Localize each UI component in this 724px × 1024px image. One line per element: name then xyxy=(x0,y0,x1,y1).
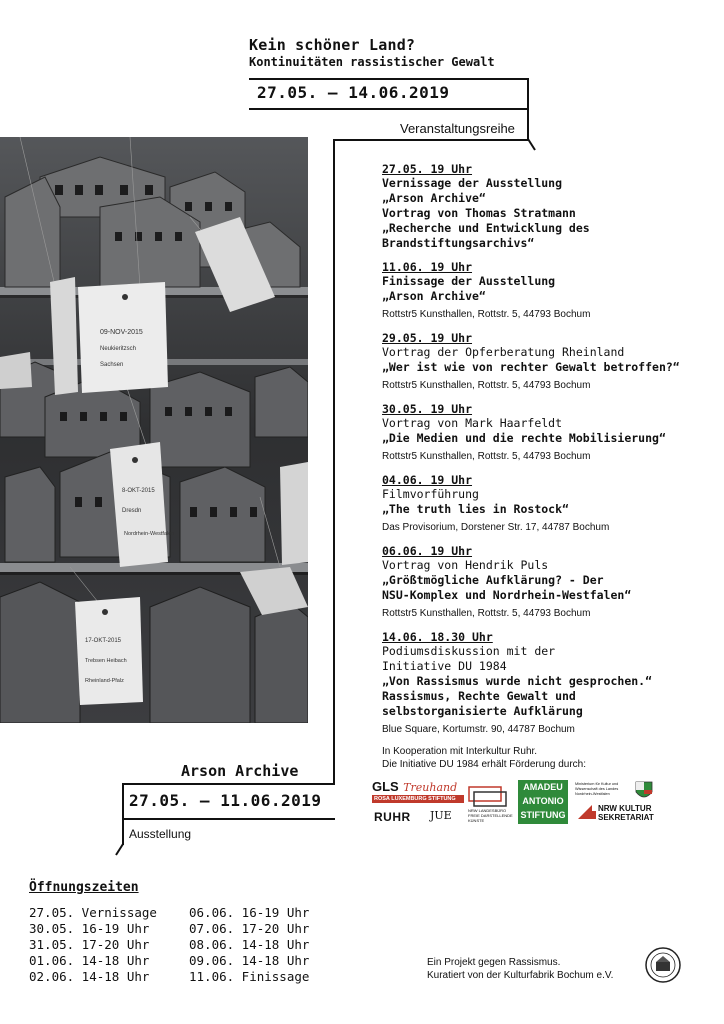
frame-line-series-horizontal xyxy=(335,139,529,141)
event-venue: Rottstr5 Kunsthallen, Rottstr. 5, 44793 Bochum xyxy=(382,380,591,391)
event-text-line: Filmvorführung xyxy=(382,487,479,501)
nrw-landesbuero-mark xyxy=(468,786,508,808)
photo-tag-date-3: 17-OKT-2015 xyxy=(85,638,122,644)
event-text-line: Vortrag von Thomas Stratmann xyxy=(382,206,576,220)
jue-logo: JUE xyxy=(430,809,452,822)
event-item xyxy=(382,331,712,393)
opening-hours-row xyxy=(29,953,309,969)
event-venue: Blue Square, Kortumstr. 90, 44787 Bochum xyxy=(382,724,575,735)
event-text-line: „Arson Archive“ xyxy=(382,191,486,205)
event-text-line: Vortrag der Opferberatung Rheinland xyxy=(382,345,625,359)
cooperation-line-1: In Kooperation mit Interkultur Ruhr. xyxy=(382,746,538,757)
amadeu-line-1: AMADEU xyxy=(523,782,563,792)
footer-note xyxy=(427,956,613,982)
event-text-line: „Größtmögliche Aufklärung? - Der xyxy=(382,573,604,587)
event-text-line: selbstorganisierte Aufklärung xyxy=(382,704,583,718)
opening-hours-table xyxy=(29,905,309,985)
photo-tag-state-2: Nordrhein-Westfalen xyxy=(124,531,175,537)
event-text-line: Initiative DU 1984 xyxy=(382,659,507,673)
photo-tag-date-1: 09-NOV-2015 xyxy=(100,329,143,336)
footer-line-2: Kuratiert von der Kulturfabrik Bochum e.V. xyxy=(427,970,614,981)
event-item xyxy=(382,260,712,322)
event-text-line: Finissage der Ausstellung xyxy=(382,274,556,288)
event-text-line: Vernissage der Ausstellung xyxy=(382,176,563,190)
event-item xyxy=(382,402,712,464)
exhibition-title: Arson Archive xyxy=(181,762,299,780)
gls-logo xyxy=(372,778,457,796)
sponsor-logos xyxy=(372,776,672,826)
opening-hours-left-cell: 31.05. 17-20 Uhr xyxy=(29,937,150,952)
exhibition-date-range: 27.05. – 11.06.2019 xyxy=(129,791,322,810)
photo-tag-state-3: Rheinland-Pfalz xyxy=(85,678,124,684)
event-date: 06.06. 19 Uhr xyxy=(382,544,473,558)
rosa-luxemburg-logo: ROSA LUXEMBURG STIFTUNG xyxy=(372,795,464,803)
cooperation-note xyxy=(382,745,586,771)
event-item xyxy=(382,162,712,251)
photo-tag-place-3: Trebsen Heibach xyxy=(85,658,127,664)
exhibition-label: Ausstellung xyxy=(129,827,192,841)
opening-hours-right-cell: 07.06. 17-20 Uhr xyxy=(189,921,310,936)
event-text-line: „The truth lies in Rostock“ xyxy=(382,502,569,516)
photo-illustration xyxy=(0,137,308,723)
event-list xyxy=(382,162,712,746)
nrw-coat-of-arms-icon xyxy=(634,780,654,802)
cooperation-line-2: Die Initiative DU 1984 erhält Förderung durch: xyxy=(382,759,586,770)
frame-line-bottom-horizontal-lower xyxy=(122,818,335,820)
opening-hours-left-cell: 30.05. 16-19 Uhr xyxy=(29,921,150,936)
frame-line-series-tick xyxy=(527,138,537,152)
opening-hours-row xyxy=(29,969,309,985)
opening-hours-left-cell: 27.05. Vernissage xyxy=(29,905,157,920)
nrw-kultur-arrow-icon xyxy=(578,803,596,821)
gls-logo-text: GLS xyxy=(372,779,399,794)
opening-hours-left-cell: 02.06. 14-18 Uhr xyxy=(29,969,150,984)
event-date: 14.06. 18.30 Uhr xyxy=(382,630,493,644)
opening-hours-row xyxy=(29,921,309,937)
event-text-line: „Arson Archive“ xyxy=(382,289,486,303)
amadeu-antonio-logo xyxy=(518,780,568,824)
opening-hours-right-cell: 06.06. 16-19 Uhr xyxy=(189,905,310,920)
event-text-line: Rassismus, Rechte Gewalt und xyxy=(382,689,576,703)
event-date: 30.05. 19 Uhr xyxy=(382,402,473,416)
event-text-line: „Wer ist wie von rechter Gewalt betroffen?“ xyxy=(382,360,680,374)
event-date: 29.05. 19 Uhr xyxy=(382,331,473,345)
event-text-line: „Die Medien und die rechte Mobilisierung“ xyxy=(382,431,666,445)
page-title: Kein schöner Land? xyxy=(249,36,416,54)
series-date-range: 27.05. – 14.06.2019 xyxy=(257,83,450,102)
event-item xyxy=(382,473,712,535)
photo-tag-place-1: Neukieritzsch xyxy=(100,346,137,352)
event-venue: Das Provisorium, Dorstener Str. 17, 44787 Bochum xyxy=(382,522,610,533)
event-date: 11.06. 19 Uhr xyxy=(382,260,473,274)
amadeu-line-3: STIFTUNG xyxy=(520,810,566,820)
event-text-line: „Von Rassismus wurde nicht gesprochen.“ xyxy=(382,674,653,688)
nrw-landesbuero-logo: NRW LANDESBÜRO FREIE DARSTELLENDE KÜNSTE xyxy=(468,808,513,823)
opening-hours-left-cell: 01.06. 14-18 Uhr xyxy=(29,953,150,968)
event-item xyxy=(382,544,712,621)
event-text-line: Vortrag von Mark Haarfeldt xyxy=(382,416,563,430)
series-label: Veranstaltungsreihe xyxy=(400,121,515,136)
amadeu-line-2: ANTONIO xyxy=(522,796,564,806)
nrw-kultursekretariat-logo xyxy=(598,804,654,822)
event-text-line: Vortrag von Hendrik Puls xyxy=(382,558,549,572)
event-venue: Rottstr5 Kunsthallen, Rottstr. 5, 44793 Bochum xyxy=(382,608,591,619)
frame-line-top-horizontal xyxy=(249,78,529,80)
event-date: 04.06. 19 Uhr xyxy=(382,473,473,487)
event-date: 27.05. 19 Uhr xyxy=(382,162,473,176)
opening-hours-right-cell: 08.06. 14-18 Uhr xyxy=(189,937,310,952)
frame-line-bottom-vertical-left xyxy=(122,783,124,845)
frame-line-bottom-horizontal xyxy=(122,783,335,785)
opening-hours-right-cell: 09.06. 14-18 Uhr xyxy=(189,953,310,968)
frame-line-top-horizontal-lower xyxy=(249,108,529,110)
ministerium-logo: Ministerium für Kultur und Wissenschaft des Landes Nordrhein-Westfalen xyxy=(575,782,619,796)
frame-line-bottom-tick xyxy=(114,843,126,857)
event-text-line: „Recherche und Entwicklung des xyxy=(382,221,590,235)
photo-tag-state-1: Sachsen xyxy=(100,362,124,368)
frame-line-vertical-middle xyxy=(333,139,335,785)
event-text-line: Brandstiftungsarchivs“ xyxy=(382,236,535,250)
arson-archive-photo xyxy=(0,137,308,723)
event-text-line: Podiumsdiskussion mit der xyxy=(382,644,556,658)
page-subtitle: Kontinuitäten rassistischer Gewalt xyxy=(249,55,495,69)
opening-hours-row xyxy=(29,905,309,921)
photo-tag-place-2: Dresdn xyxy=(122,508,142,514)
kulturfabrik-seal-icon xyxy=(644,946,682,984)
event-item xyxy=(382,630,712,737)
treuhand-logo-text: Treuhand xyxy=(403,781,458,794)
nrw-kultur-line-2: SEKRETARIAT xyxy=(598,813,654,822)
event-venue: Rottstr5 Kunsthallen, Rottstr. 5, 44793 Bochum xyxy=(382,451,591,462)
opening-hours-row xyxy=(29,937,309,953)
opening-hours-right-cell: 11.06. Finissage xyxy=(189,969,310,984)
opening-hours-heading: Öffnungszeiten xyxy=(29,880,139,895)
event-text-line: NSU-Komplex und Nordrhein-Westfalen“ xyxy=(382,588,632,602)
event-venue: Rottstr5 Kunsthallen, Rottstr. 5, 44793 Bochum xyxy=(382,309,591,320)
nrw-kultur-line-1: NRW KULTUR xyxy=(598,804,652,813)
footer-line-1: Ein Projekt gegen Rassismus. xyxy=(427,957,561,968)
photo-tag-date-2: 8-OKT-2015 xyxy=(122,488,155,494)
ruhr-logo: RUHR xyxy=(374,810,411,824)
